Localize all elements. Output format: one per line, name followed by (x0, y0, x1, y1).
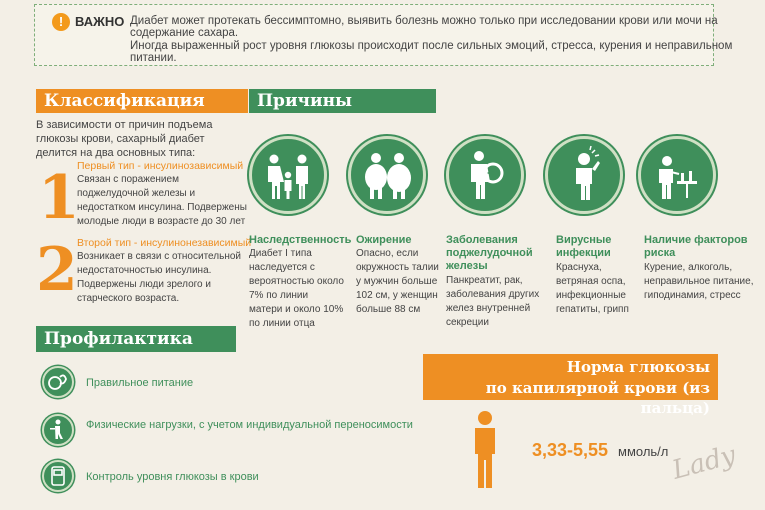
type-2-number: 2 (36, 235, 78, 305)
glucose-norm-value: 3,33-5,55 (532, 440, 609, 460)
cause-5-title: Наличие факторов риска (644, 234, 748, 259)
causes-heading: Причины (249, 89, 436, 113)
important-text-1: Диабет может протекать бессимптомно, выявить болезнь можно только при исследовании крови или мочи на содержание сахара. (130, 15, 718, 39)
type-2-title: Второй тип - инсулинонезависимый (77, 237, 252, 249)
cause-2-title: Ожирение (356, 234, 412, 246)
cause-4-title: Вирусные инфекции (556, 234, 612, 259)
glucometer-icon (42, 460, 74, 492)
important-label: ВАЖНО (75, 14, 125, 29)
prevention-item-3: Контроль уровня глюкозы в крови (86, 471, 259, 483)
watermark-logo: Lady (669, 440, 739, 486)
risk-factors-icon (638, 136, 716, 214)
cause-4-text: Краснуха, ветряная оспа, инфекционные гепатиты, грипп (556, 262, 629, 315)
prevention-item-1: Правильное питание (86, 377, 194, 389)
classification-intro: В зависимости от причин подъема глюкозы крови, сахарный диабет делится на два основных типа: (36, 119, 213, 159)
type-1-title: Первый тип - инсулинозависимый (77, 160, 244, 172)
glucose-norm-unit: ммоль/л (618, 444, 669, 459)
cause-2-text: Опасно, если окружность талии у мужчин больше 102 см, у женщин больше 88 см (356, 248, 439, 315)
person-icon (470, 410, 500, 495)
cause-1-title: Наследственность (249, 234, 352, 246)
cause-3-title: Заболевания поджелудочной железы (446, 234, 533, 272)
type-2-text: Возникает в связи с относительной недостаточностью инсулина. Подвержены люди зрелого и старческого возраста. (77, 251, 241, 304)
prevention-heading: Профилактика (36, 326, 236, 352)
healthy-food-icon (42, 366, 74, 398)
glucose-norm-title-1: Норма глюкозы (566, 358, 710, 376)
glucose-norm-title-2: по капилярной крови (из пальца) (485, 379, 710, 417)
sick-person-icon (545, 136, 623, 214)
cause-1-text: Диабет I типа наследуется с вероятностью около 7% по линии матери и около 10% по линии отца (249, 248, 344, 329)
prevention-item-2: Физические нагрузки, с учетом индивидуальной переносимости (86, 419, 413, 431)
exercise-icon (42, 414, 74, 446)
classification-heading: Классификация (36, 89, 248, 113)
cause-3-text: Панкреатит, рак, заболевания других желез внутренней секреции (446, 275, 540, 328)
family-icon (249, 136, 327, 214)
obesity-icon (348, 136, 426, 214)
cause-5-text: Курение, алкоголь, неправильное питание, гиподинамия, стресс (644, 262, 754, 301)
important-text-2: Иногда выраженный рост уровня глюкозы происходит после сильных эмоций, стресса, курения и неправильном питании. (130, 40, 733, 64)
warning-icon: ! (52, 13, 70, 31)
pancreas-icon (446, 136, 524, 214)
glucose-norm-banner (423, 354, 718, 417)
type-1-number: 1 (38, 163, 80, 233)
type-1-text: Связан с поражением поджелудочной железы и недостатком инсулина. Подвержены молодые люди в возрасте до 30 лет (77, 174, 247, 227)
